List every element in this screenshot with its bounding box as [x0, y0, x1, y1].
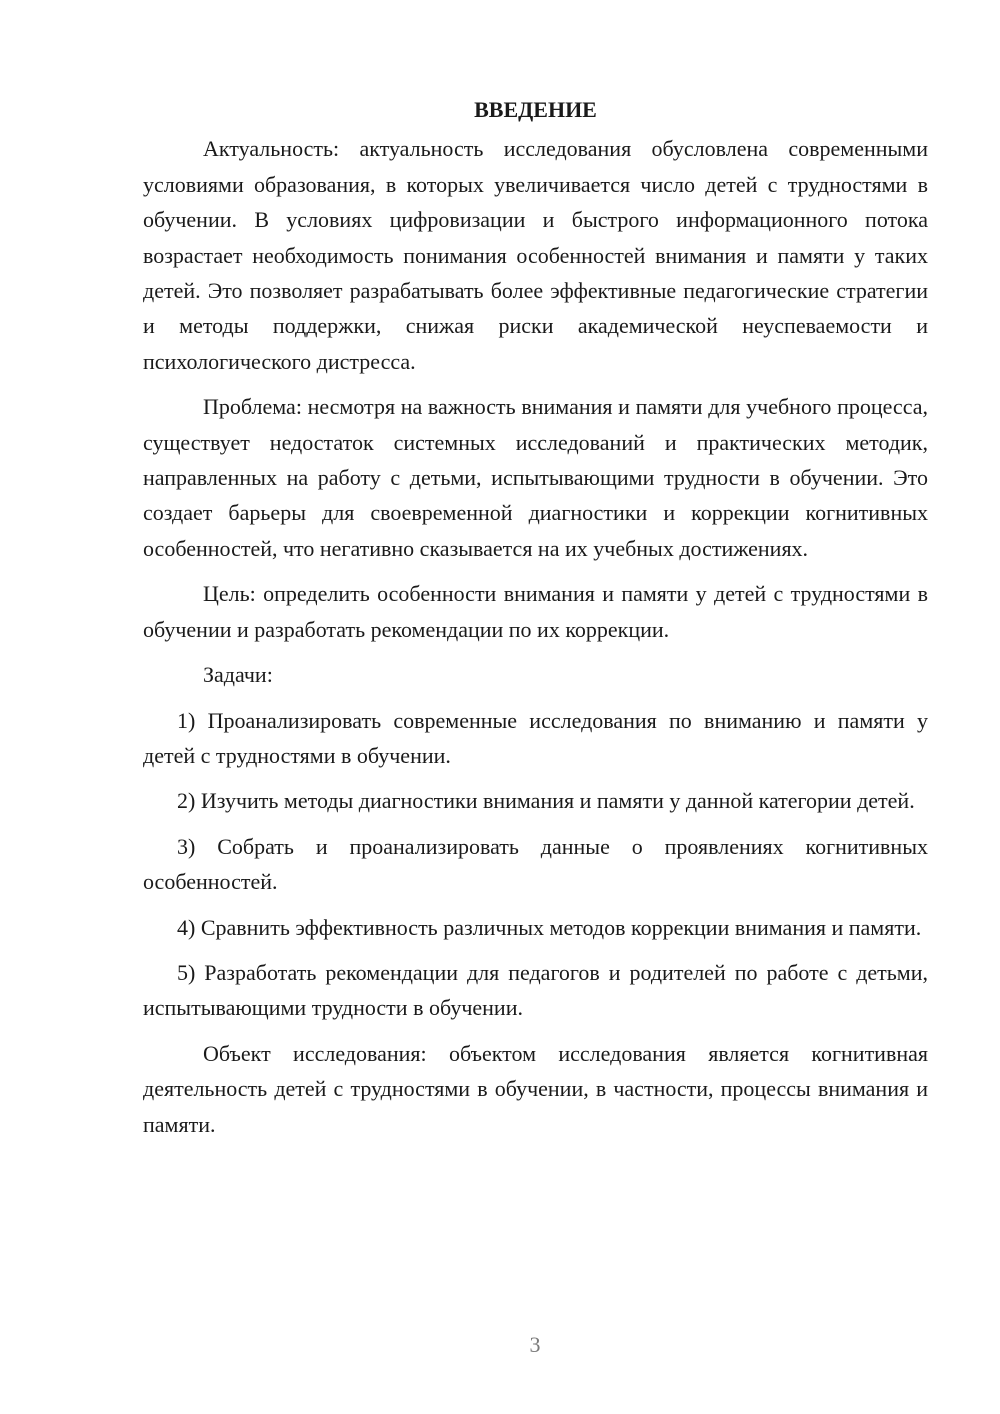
task-item-5: 5) Разработать рекомендации для педагогов и родителей по работе с детьми, испытывающими трудности в обучении.: [143, 959, 928, 1021]
goal-paragraph: Цель: определить особенности внимания и памяти у детей с трудностями в обучении и разработать рекомендации по их коррекции.: [143, 581, 928, 642]
task-item-1: 1) Проанализировать современные исследования по вниманию и памяти у детей с трудностями в обучении.: [143, 707, 928, 768]
relevance-paragraph: Актуальность: актуальность исследования обусловлена современными условиями образования, в которых увеличивается число детей с трудностями в обучении. В условиях цифровизации и быстрого информационного потока возрастает необходимость понимания особенностей внимания и памяти у таких детей. Это позволяет разрабатывать более эффективные педагогические стратегии и методы поддержки, снижая риски академической неуспеваемости и психологического дистресса.: [143, 136, 928, 374]
section-title: ВВЕДЕНИЕ: [474, 97, 597, 122]
task-item-4: 4) Сравнить эффективность различных методов коррекции внимания и памяти.: [177, 914, 922, 940]
page-content: [143, 92, 928, 1142]
tasks-heading: Задачи:: [203, 662, 273, 688]
object-paragraph: Объект исследования: объектом исследования является когнитивная деятельность детей с трудностями в обучении, в частности, процессы внимания и памяти.: [143, 1040, 928, 1137]
task-item-2: 2) Изучить методы диагностики внимания и памяти у данной категории детей.: [177, 788, 915, 814]
problem-paragraph: Проблема: несмотря на важность внимания и памяти для учебного процесса, существует недостаток системных исследований и практических методик, направленных на работу с детьми, испытывающими трудности в обучении. Это создает барьеры для своевременной диагностики и коррекции когнитивных особенностей, что негативно сказывается на их учебных достижениях.: [143, 394, 928, 561]
page-number: 3: [529, 1332, 541, 1357]
task-item-3: 3) Собрать и проанализировать данные о проявлениях когнитивных особенностей.: [143, 833, 928, 895]
